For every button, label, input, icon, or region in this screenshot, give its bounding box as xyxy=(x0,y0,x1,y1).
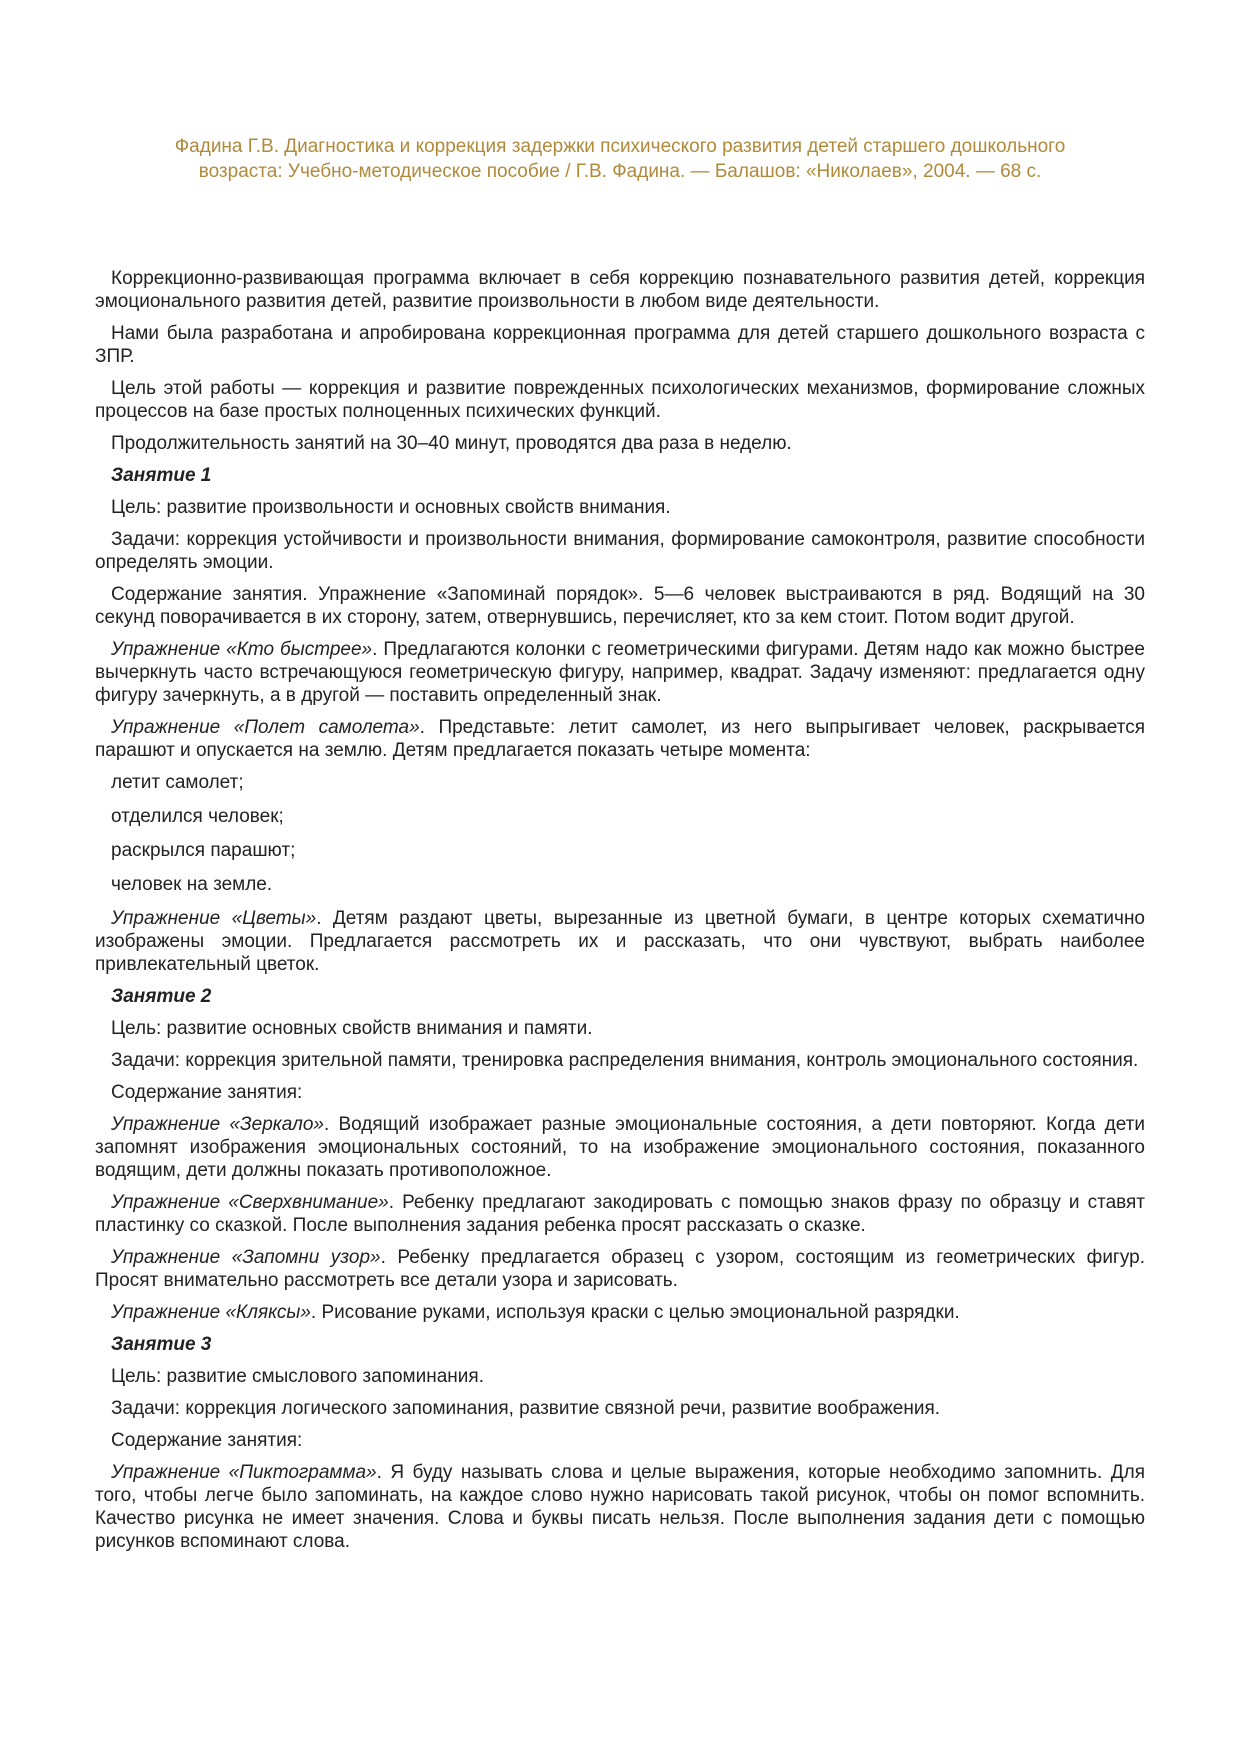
lesson-1-tasks: Задачи: коррекция устойчивости и произвольности внимания, формирование самоконтроля, развитие способности определять эмоции. xyxy=(95,529,1145,573)
exercise-name: Упражнение «Кляксы» xyxy=(111,1302,311,1323)
exercise-name: Упражнение «Цветы» xyxy=(111,908,317,929)
moment-item: отделился человек; xyxy=(111,806,284,827)
lesson-1-goal: Цель: развитие произвольности и основных свойств внимания. xyxy=(111,497,671,518)
lesson-2-tasks: Задачи: коррекция зрительной памяти, тренировка распределения внимания, контроль эмоционального состояния. xyxy=(111,1050,1139,1071)
exercise-name: Упражнение «Сверхвнимание» xyxy=(111,1192,389,1213)
exercise-text: . Ребенку предлагается образец с узором, состоящим из геометрических фигур. Просят внимательно рассмотреть все детали узора и зарисовать. xyxy=(95,1247,1145,1291)
exercise-text: . Рисование руками, используя краски с целью эмоциональной разрядки. xyxy=(310,1302,960,1323)
exercise-paragraph xyxy=(95,638,1145,707)
intro-paragraph: Коррекционно-развивающая программа включает в себя коррекцию познавательного развития детей, коррекция эмоционального развития детей, развитие произвольности в любом виде деятельности. xyxy=(95,268,1145,312)
intro-paragraph: Цель этой работы — коррекция и развитие поврежденных психологических механизмов, формирование сложных процессов на базе простых полноценных психических функций. xyxy=(95,378,1145,422)
exercise-text: . Я буду называть слова и целые выражения, которые необходимо запомнить. Для того, чтобы легче было запоминать, на каждое слово нужно нарисовать такой рисунок, чтобы он помог вспомнить. Качество рисунка не имеет значения. Слова и буквы писать нельзя. После выполнения задания дети с помощью рисунков вспоминают слова. xyxy=(95,1462,1145,1552)
lesson-1-title: Занятие 1 xyxy=(111,465,212,486)
lesson-2-content: Содержание занятия: xyxy=(111,1082,303,1103)
moment-item: человек на земле. xyxy=(111,874,273,895)
intro-paragraph: Продолжительность занятий на 30–40 минут, проводятся два раза в неделю. xyxy=(111,433,792,454)
exercise-text: . Предлагаются колонки с геометрическими фигурами. Детям надо как можно быстрее вычеркнуть часто встречающуюся геометрическую фигуру, например, квадрат. Задачу изменяют: предлагается одну фигуру зачеркнуть, а в другой — поставить определенный знак. xyxy=(95,639,1146,706)
exercise-paragraph xyxy=(95,1461,1145,1553)
lesson-3-tasks: Задачи: коррекция логического запоминания, развитие связной речи, развитие воображения. xyxy=(111,1398,941,1419)
lesson-2-goal: Цель: развитие основных свойств внимания и памяти. xyxy=(111,1018,593,1039)
lesson-3-title: Занятие 3 xyxy=(111,1334,212,1355)
exercise-paragraph xyxy=(95,1191,1145,1237)
citation-line-1: Фадина Г.В. Диагностика и коррекция задержки психического развития детей старшего дошкольного xyxy=(174,136,1066,157)
intro-paragraph: Нами была разработана и апробирована коррекционная программа для детей старшего дошкольного возраста с ЗПР. xyxy=(95,323,1145,367)
exercise-paragraph xyxy=(95,1113,1145,1182)
exercise-name: Упражнение «Пиктограмма» xyxy=(111,1462,377,1483)
moment-item: летит самолет; xyxy=(111,772,244,793)
exercise-paragraph xyxy=(95,907,1145,976)
lesson-1-content: Содержание занятия. Упражнение «Запоминай порядок». 5—6 человек выстраиваются в ряд. Водящий на 30 секунд поворачивается в их сторону, затем, отвернувшись, перечисляет, кто за кем стоит. Потом водит другой. xyxy=(95,584,1145,628)
exercise-name: Упражнение «Зеркало» xyxy=(111,1114,324,1135)
exercise-paragraph xyxy=(95,1246,1145,1292)
exercise-name: Упражнение «Кто быстрее» xyxy=(111,639,373,660)
exercise-text: . Ребенку предлагают закодировать с помощью знаков фразу по образцу и ставят пластинку со сказкой. После выполнения задания ребенка просят рассказать о сказке. xyxy=(95,1192,1146,1236)
exercise-name: Упражнение «Полет самолета» xyxy=(111,717,420,738)
citation xyxy=(110,134,1130,184)
lesson-3-content: Содержание занятия: xyxy=(111,1430,303,1451)
exercise-name: Упражнение «Запомни узор» xyxy=(111,1247,381,1268)
exercise-text: . Представьте: летит самолет, из него выпрыгивает человек, раскрывается парашют и опускается на землю. Детям предлагается показать четыре момента: xyxy=(95,717,1145,761)
citation-line-2: возраста: Учебно-методическое пособие / Г.В. Фадина. — Балашов: «Николаев», 2004. — 68 с. xyxy=(198,161,1042,182)
moment-item: раскрылся парашют; xyxy=(111,840,296,861)
exercise-text: . Водящий изображает разные эмоциональные состояния, а дети повторяют. Когда дети запомнят изображения эмоциональных состояний, то на изображение эмоционального состояния, показанного водящим, дети должны показать противоположное. xyxy=(95,1114,1145,1181)
article-body xyxy=(95,267,1145,1562)
exercise-paragraph xyxy=(95,1301,1145,1324)
lesson-2-title: Занятие 2 xyxy=(111,986,212,1007)
lesson-3-goal: Цель: развитие смыслового запоминания. xyxy=(111,1366,484,1387)
exercise-text: . Детям раздают цветы, вырезанные из цветной бумаги, в центре которых схематично изображены эмоции. Предлагается рассмотреть их и рассказать, что они чувствуют, выбрать наиболее привлекательный цветок. xyxy=(95,908,1145,975)
exercise-paragraph xyxy=(95,716,1145,762)
